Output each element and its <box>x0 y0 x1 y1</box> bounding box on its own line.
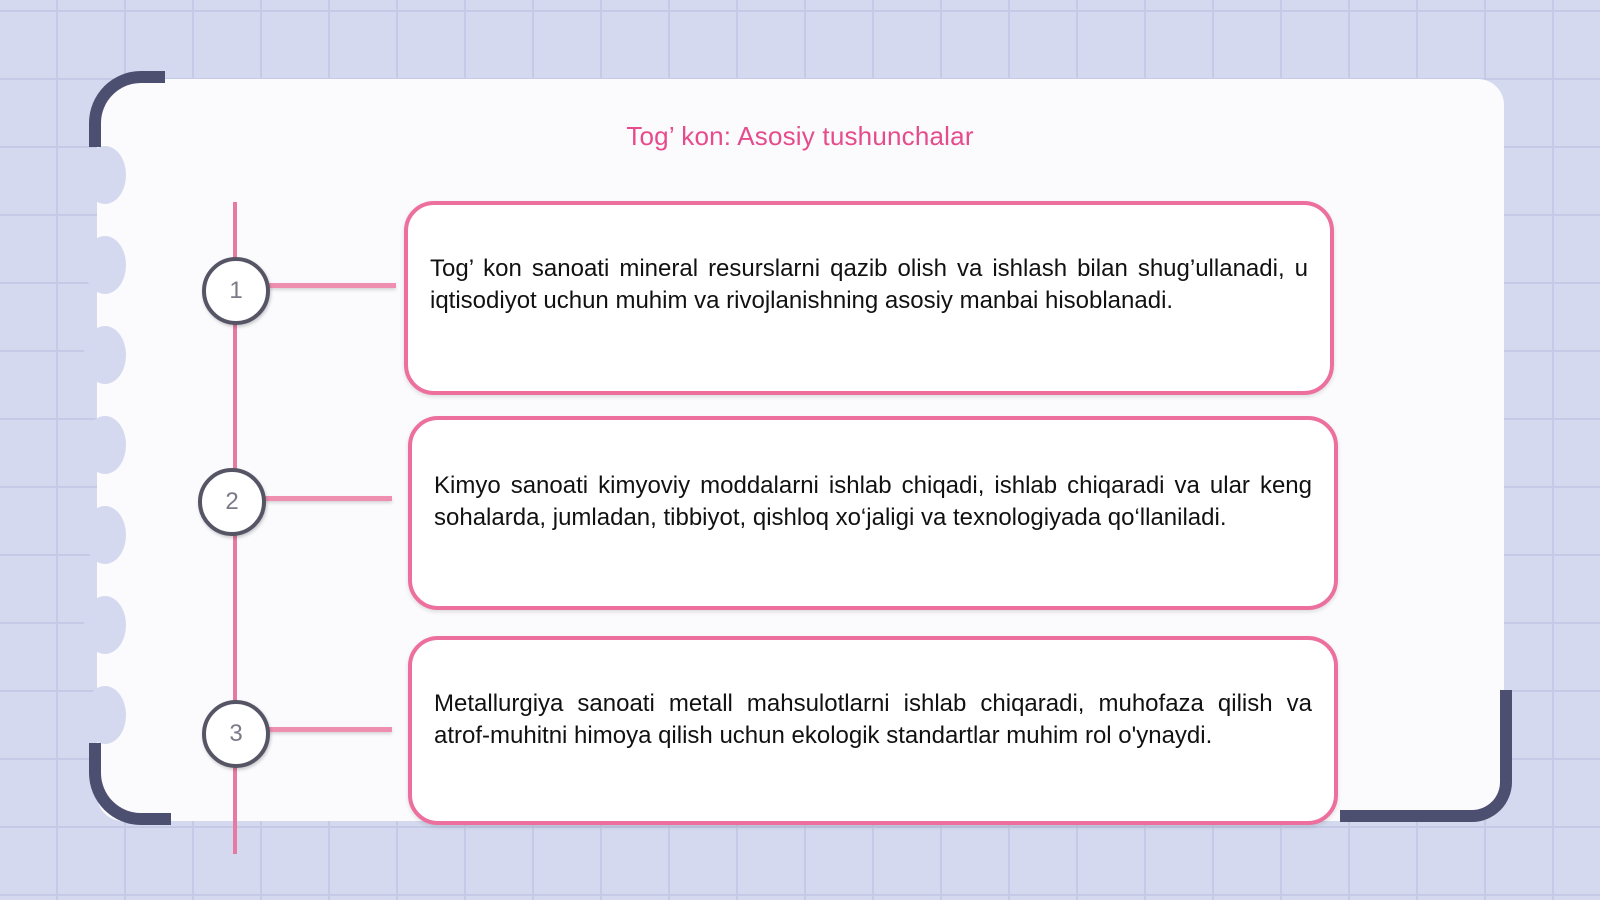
content-text-3: Metallurgiya sanoati metall mahsulotlarni ishlab chiqaradi, muhofaza qilish va atrof-muhitni himoya qilish uchun ekologik standartlar muhim rol o'ynaydi. <box>434 690 1312 749</box>
slide-title: Tog’ kon: Asosiy tushunchalar <box>626 121 974 151</box>
card-notch <box>84 596 126 654</box>
card-notch <box>84 326 126 384</box>
timeline-connector <box>262 496 392 501</box>
step-number-3: 3 <box>202 700 270 768</box>
step-number-1: 1 <box>202 257 270 325</box>
content-box-2 <box>408 416 1338 610</box>
frame-corner-bottom-left <box>89 743 171 825</box>
card-notch <box>84 416 126 474</box>
content-box-3 <box>408 636 1338 825</box>
step-number-2: 2 <box>198 468 266 536</box>
content-box-1 <box>404 201 1334 395</box>
timeline-connector <box>266 283 396 288</box>
content-text-2: Kimyo sanoati kimyoviy moddalarni ishlab chiqadi, ishlab chiqaradi va ular keng sohalarda, jumladan, tibbiyot, qishloq xo‘jaligi va texnologiyada qo‘llaniladi. <box>434 472 1312 531</box>
card-notch <box>84 236 126 294</box>
timeline-connector <box>266 727 392 732</box>
content-text-1: Tog’ kon sanoati mineral resurslarni qazib olish va ishlash bilan shug’ullanadi, u iqtisodiyot uchun muhim va rivojlanishning asosiy manbai hisoblanadi. <box>430 255 1308 314</box>
card-notch <box>84 686 126 744</box>
frame-corner-bottom-right <box>1340 690 1512 822</box>
card-notch <box>84 506 126 564</box>
card-notch <box>84 146 126 204</box>
